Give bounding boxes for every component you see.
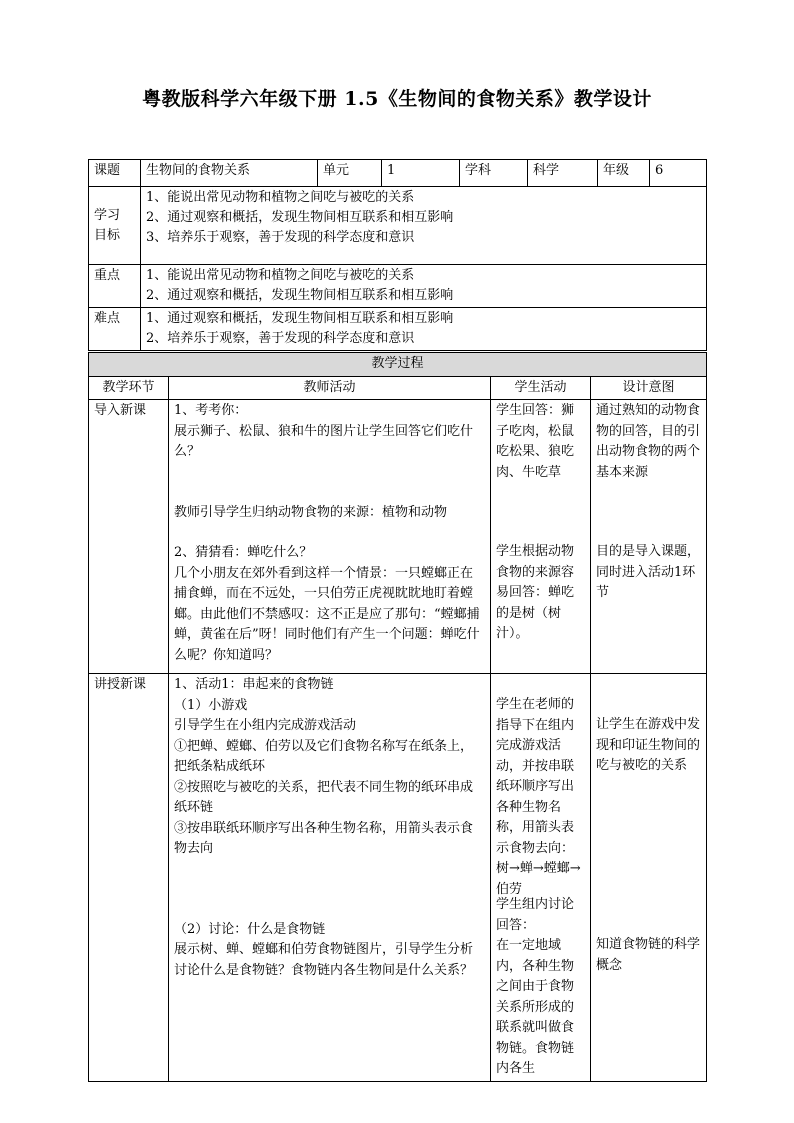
- intent-intro: [591, 400, 707, 674]
- teacher-text: 1、考考你： 展示狮子、松鼠、狼和牛的图片让学生回答它们吃什么？: [174, 403, 474, 459]
- goal-item: 1、能说出常见动物和植物之间吃与被吃的关系: [146, 190, 415, 205]
- course-label: 课题: [89, 160, 141, 187]
- stage-lecture: 讲授新课: [89, 674, 169, 1082]
- student-text: 学生根据动物食物的来源容易回答：蝉吃的是树（树汁）。: [496, 544, 575, 641]
- column-header: 学生活动: [491, 376, 591, 400]
- goals-label-line-1: 学习: [94, 207, 121, 223]
- goals-label: [89, 187, 141, 265]
- subject-value: 科学: [528, 160, 598, 187]
- key-content: [141, 265, 707, 308]
- teacher-text: 教师引导学生归纳动物食物的来源：植物和动物: [174, 504, 448, 520]
- column-header: 设计意图: [591, 376, 707, 400]
- goal-item: 3、培养乐于观察，善于发现的科学态度和意识: [146, 230, 415, 245]
- student-text: 学生组内讨论回答： 在一定地域内，各种生物之间由于食物关系所形成的联系就叫做食物链。食物链内各生: [496, 897, 575, 1076]
- student-text: 学生在老师的指导下在组内完成游戏活动，并按串联纸环顺序写出各种生物名称，用箭头表示食物去向：树→蝉→螳螂→伯劳: [496, 697, 581, 897]
- process-table: [88, 352, 707, 1082]
- intent-text: 目的是导入课题，同时进入活动1环节: [596, 544, 701, 600]
- course-value: 生物间的食物关系: [141, 160, 318, 187]
- goals-label-line-2: 目标: [94, 227, 121, 243]
- student-activity-intro: [491, 400, 591, 674]
- difficult-item: 2、培养乐于观察，善于发现的科学态度和意识: [146, 331, 415, 346]
- grade-label: 年级: [598, 160, 650, 187]
- intent-text: 让学生在游戏中发现和印证生物间的吃与被吃的关系: [596, 717, 701, 773]
- column-header: 教师活动: [169, 376, 491, 400]
- intent-text: 通过熟知的动物食物的回答，目的引出动物食物的两个基本来源: [596, 403, 701, 480]
- goal-item: 2、通过观察和概括，发现生物间相互联系和相互影响: [146, 210, 454, 225]
- teacher-text: 1、活动1：串起来的食物链 （1）小游戏 引导学生在小组内完成游戏活动 ①把蝉、螳螂、伯劳以及它们食物名称写在纸条上，把纸条粘成纸环 ②按照吃与被吃的关系，把代表不同生物的纸环串成纸环链 ③按串联纸环顺序写出各种生物名称，用箭头表示食物去向: [174, 677, 474, 856]
- grade-value: 6: [650, 160, 707, 187]
- teacher-activity-lecture: [169, 674, 491, 1082]
- student-activity-lecture: [491, 674, 591, 1082]
- intent-text: 知道食物链的科学概念: [596, 937, 701, 973]
- teacher-activity-intro: [169, 400, 491, 674]
- difficult-content: [141, 308, 707, 351]
- key-item: 1、能说出常见动物和植物之间吃与被吃的关系: [146, 268, 415, 283]
- intent-lecture: [591, 674, 707, 1082]
- process-header: 教学过程: [89, 353, 707, 377]
- document-title: 粤教版科学六年级下册 1.5《生物间的食物关系》教学设计: [142, 88, 652, 110]
- column-header: 教学环节: [89, 376, 169, 400]
- teacher-text: （2）讨论：什么是食物链 展示树、蝉、螳螂和伯劳食物链图片，引导学生分析讨论什么是食物链？食物链内各生物间是什么关系？: [174, 921, 474, 978]
- subject-label: 学科: [460, 160, 528, 187]
- goals-content: [141, 187, 707, 265]
- unit-label: 单元: [318, 160, 382, 187]
- unit-value: 1: [382, 160, 460, 187]
- key-label: 重点: [89, 265, 141, 308]
- difficult-label: 难点: [89, 308, 141, 351]
- key-item: 2、通过观察和概括，发现生物间相互联系和相互影响: [146, 288, 454, 303]
- teacher-text: 2、猜猜看：蝉吃什么？ 几个小朋友在郊外看到这样一个情景：一只螳螂正在捕食蝉，而在不远处，一只伯劳正虎视眈眈地盯着螳螂。由此他们不禁感叹：这不正是应了那句：“螳螂捕蝉，黄雀在后”呀！同时他们有产生一个问题：蝉吃什么呢？你知道吗？: [174, 545, 480, 663]
- student-text: 学生回答：狮子吃肉，松鼠吃松果、狼吃肉、牛吃草: [496, 403, 575, 480]
- difficult-item: 1、通过观察和概括，发现生物间相互联系和相互影响: [146, 311, 454, 326]
- info-table: [88, 159, 707, 351]
- stage-intro: 导入新课: [89, 400, 169, 674]
